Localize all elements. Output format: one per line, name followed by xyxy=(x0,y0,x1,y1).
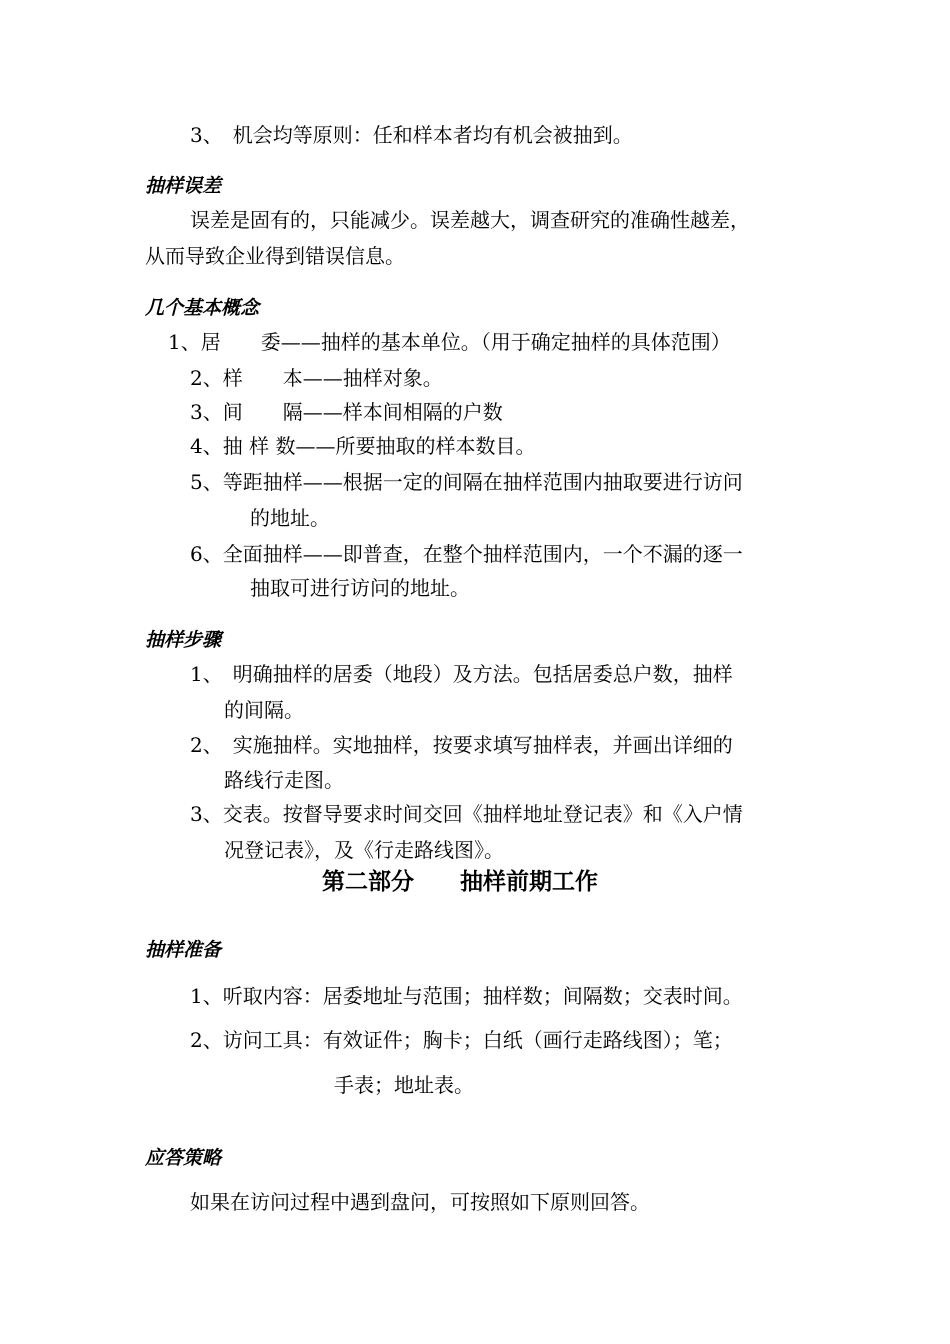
step-item-3: 3、交表。按督导要求时间交回《抽样地址登记表》和《入户情 xyxy=(190,802,743,826)
preparation-item-1: 1、听取内容：居委地址与范围；抽样数；间隔数；交表时间。 xyxy=(190,984,743,1008)
concept-item-4: 4、抽 样 数——所要抽取的样本数目。 xyxy=(190,434,536,458)
heading-sampling-steps: 抽样步骤 xyxy=(145,629,222,651)
concept-item-2: 2、样 本——抽样对象。 xyxy=(190,366,443,390)
sampling-error-para-line1: 误差是固有的，只能减少。误差越大，调查研究的准确性越差， xyxy=(190,208,750,232)
preparation-item-2-cont: 手表；地址表。 xyxy=(334,1073,474,1097)
concept-item-1: 1、居 委——抽样的基本单位。（用于确定抽样的具体范围） xyxy=(168,330,731,354)
strategy-para: 如果在访问过程中遇到盘问，可按照如下原则回答。 xyxy=(190,1190,650,1214)
heading-basic-concepts: 几个基本概念 xyxy=(145,297,260,319)
sampling-error-para-line2: 从而导致企业得到错误信息。 xyxy=(145,244,405,268)
concept-item-6-cont: 抽取可进行访问的地址。 xyxy=(250,576,470,600)
principle-3: 3、 机会均等原则：任和样本者均有机会被抽到。 xyxy=(190,123,633,147)
step-item-3-cont: 况登记表》，及《行走路线图》。 xyxy=(224,838,504,862)
concept-item-3: 3、间 隔——样本间相隔的户数 xyxy=(190,400,503,424)
heading-sampling-error: 抽样误差 xyxy=(145,175,222,197)
step-item-2-cont: 路线行走图。 xyxy=(224,768,344,792)
part2-title: 第二部分 抽样前期工作 xyxy=(322,869,598,895)
step-item-2: 2、 实施抽样。实地抽样，按要求填写抽样表，并画出详细的 xyxy=(190,733,733,757)
step-item-1: 1、 明确抽样的居委（地段）及方法。包括居委总户数，抽样 xyxy=(190,662,733,686)
heading-sampling-preparation: 抽样准备 xyxy=(145,939,222,961)
heading-response-strategy: 应答策略 xyxy=(145,1147,222,1169)
concept-item-5-cont: 的地址。 xyxy=(250,506,330,530)
step-item-1-cont: 的间隔。 xyxy=(224,698,304,722)
preparation-item-2: 2、访问工具：有效证件；胸卡；白纸（画行走路线图）；笔； xyxy=(190,1028,733,1052)
concept-item-6: 6、全面抽样——即普查，在整个抽样范围内，一个不漏的逐一 xyxy=(190,542,743,566)
concept-item-5: 5、等距抽样——根据一定的间隔在抽样范围内抽取要进行访问 xyxy=(190,470,743,494)
